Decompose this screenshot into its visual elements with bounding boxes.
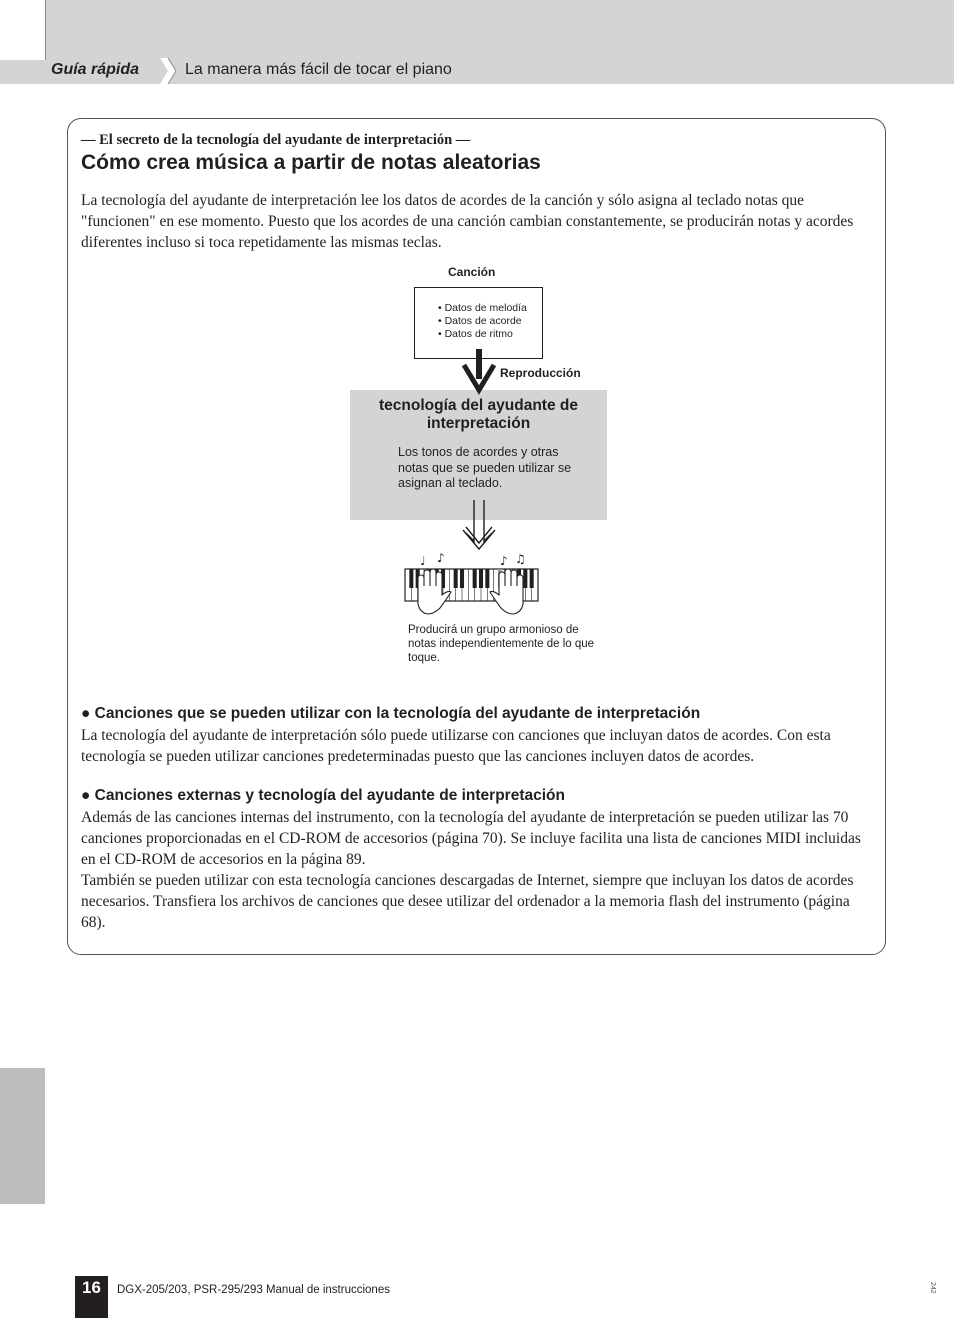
playback-label: Reproducción bbox=[500, 366, 581, 380]
page-title: Cómo crea música a partir de notas aleatorias bbox=[81, 151, 541, 174]
song-item-chord: • Datos de acorde bbox=[438, 315, 522, 327]
svg-text:♩: ♩ bbox=[420, 554, 426, 568]
intro-paragraph: La tecnología del ayudante de interpretación lee los datos de acordes de la canción y sólo asigna al teclado notas que "funcionen" en ese momento. Puesto que los acordes de una canción cambian constantemente, se producirán notas y acordes diferentes incluso si toca repetidamente las mismas teclas. bbox=[81, 192, 854, 251]
svg-text:♪: ♪ bbox=[437, 551, 445, 565]
header-bar bbox=[46, 58, 954, 84]
section-heading-external-songs: ● Canciones externas y tecnología del ayudante de interpretación bbox=[81, 787, 565, 804]
song-item-melody: • Datos de melodía bbox=[438, 302, 527, 314]
svg-text:♪: ♪ bbox=[500, 554, 508, 568]
song-data-list bbox=[438, 302, 527, 341]
side-code: 242 bbox=[929, 1282, 936, 1294]
header-title: La manera más fácil de tocar el piano bbox=[185, 61, 452, 78]
section-paragraph: La tecnología del ayudante de interpretación sólo puede utilizarse con canciones que incluyan datos de acordes. Con esta tecnología se pueden utilizar canciones predeterminadas puesto que las canciones incluyen datos de acordes. bbox=[81, 727, 831, 765]
footer-manual-title: DGX-205/203, PSR-295/293 Manual de instrucciones bbox=[117, 1284, 390, 1296]
section-paragraph: Además de las canciones internas del instrumento, con la tecnología del ayudante de interpretación se pueden utilizar las 70 canciones proporcionadas en el CD-ROM de accesorios (página 70). Se incluye facilita una lista de canciones MIDI incluidas en el CD-ROM de accesorios en la página 89. bbox=[81, 809, 861, 868]
song-item-rhythm: • Datos de ritmo bbox=[438, 328, 513, 340]
song-label: Canción bbox=[448, 265, 496, 279]
side-thumb-tab bbox=[0, 1068, 45, 1204]
section-heading-compatible-songs: ● Canciones que se pueden utilizar con la tecnología del ayudante de interpretación bbox=[81, 705, 701, 722]
tech-box-description: Los tonos de acordes y otras notas que se pueden utilizar se asignan al teclado. bbox=[398, 445, 572, 490]
header-chevron-icon bbox=[160, 58, 176, 84]
header-section-label: Guía rápida bbox=[51, 61, 140, 78]
page-number: 16 bbox=[82, 1278, 101, 1297]
section-paragraph: También se pueden utilizar con esta tecnología canciones descargadas de Internet, siempre que incluyan los datos de acordes necesarios. Transfiera los archivos de canciones que desee utilizar del ordenador a la memoria flash del instrumento (página 68). bbox=[81, 872, 854, 931]
result-caption: Producirá un grupo armonioso de notas independientemente de lo que toque. bbox=[408, 624, 595, 664]
svg-text:♫: ♫ bbox=[515, 552, 526, 566]
section-kicker: — El secreto de la tecnología del ayudante de interpretación — bbox=[81, 132, 471, 148]
header-notch bbox=[0, 0, 46, 60]
tech-box-title: tecnología del ayudante de interpretación bbox=[379, 397, 578, 432]
